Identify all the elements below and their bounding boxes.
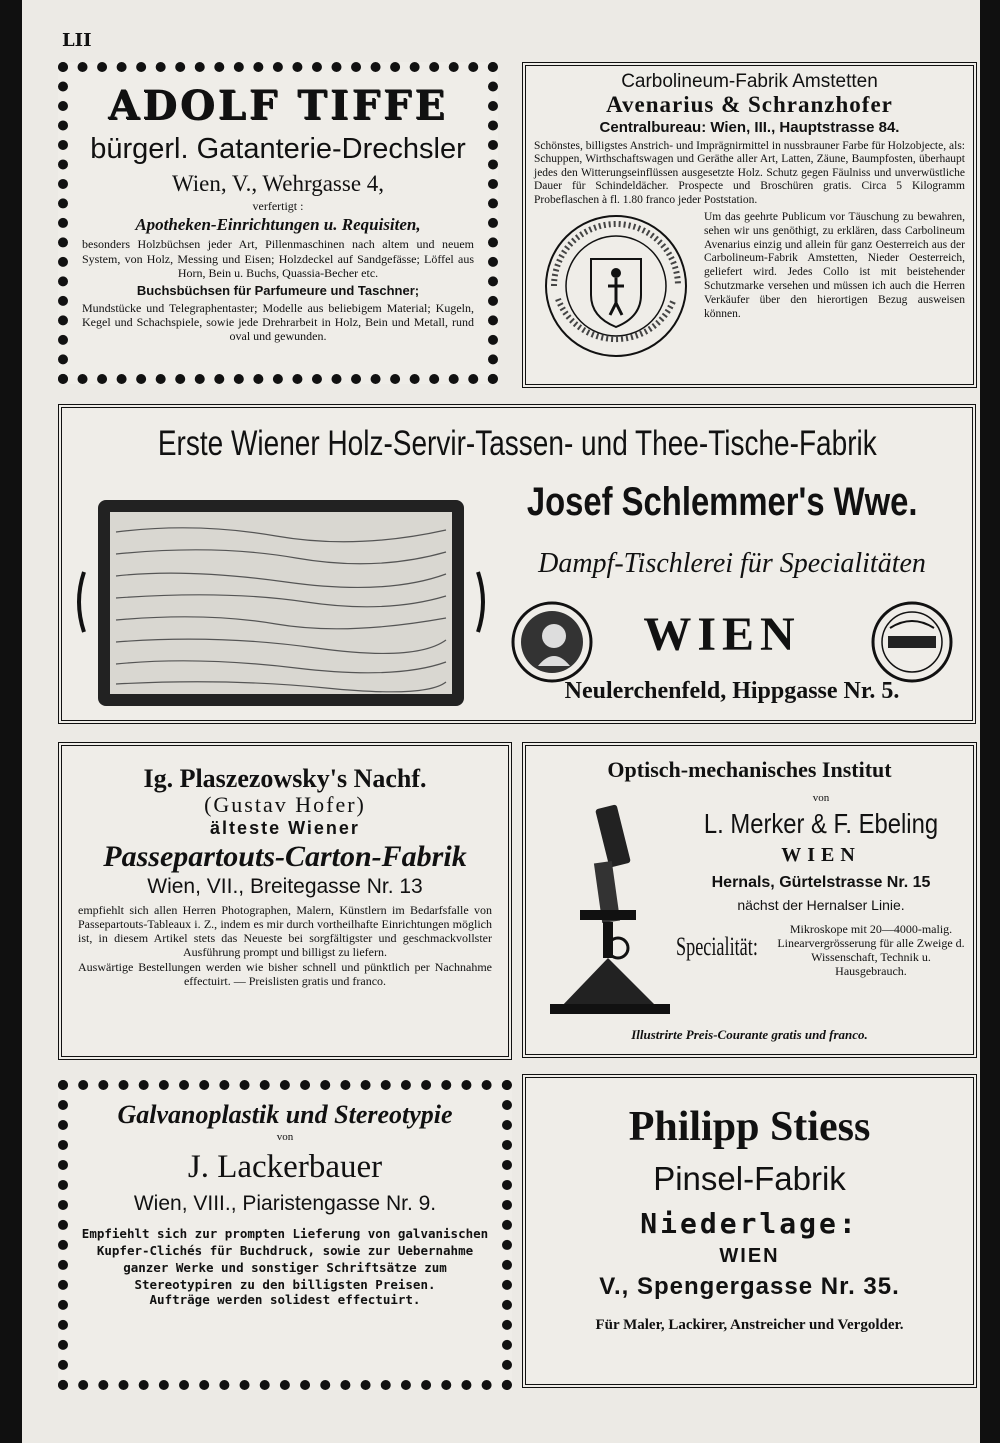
ad1-address: Wien, V., Wehrgasse 4, xyxy=(171,171,385,197)
serving-tray-icon xyxy=(76,492,486,717)
ad1-name: ADOLF TIFFE xyxy=(108,82,448,129)
ad3-firm: Josef Schlemmer's Wwe. xyxy=(526,480,918,524)
page-number: LII xyxy=(62,30,92,51)
ad5-specialty-label: Specialität: xyxy=(676,932,758,961)
ad2-office: Centralbureau: Wien, III., Hauptstrasse 84. xyxy=(599,119,900,137)
ad4-firm: Ig. Plaszezowsky's Nachf. xyxy=(143,764,427,793)
ad5-title: Optisch-mechanisches Institut xyxy=(607,757,892,782)
ad1-headline: Apotheken-Einrichtungen u. Requisiten, xyxy=(135,215,421,235)
ad1-subhead: Buchsbüchsen für Parfumeure und Taschner; xyxy=(136,282,420,298)
ad6-address: Wien, VIII., Piaristengasse Nr. 9. xyxy=(133,1192,437,1216)
ad6-firm: J. Lackerbauer xyxy=(187,1149,383,1186)
ad5-address: Hernals, Gürtelstrasse Nr. 15 xyxy=(711,874,931,891)
ad3-city: WIEN xyxy=(643,608,801,661)
ad2-title: Carbolineum-Fabrik Amstetten xyxy=(621,71,878,92)
ad7-trade: Pinsel-Fabrik xyxy=(653,1160,846,1198)
ad7-address: V., Spengergasse Nr. 35. xyxy=(599,1272,900,1300)
ad4-address: Wien, VII., Breitegasse Nr. 13 xyxy=(147,875,423,899)
ad4-body: empfiehlt sich allen Herren Photographen, Malern, Künstlern im Bedarfsfalle von Passepartouts-Tableaux i. Z., indem es mir durch vortheilhafte Einrichtungen möglich ist, in diesem Artikel stets das Neueste bei sorgfältigster und geschmackvollster Ausführung prompt und billigst zu liefern. xyxy=(78,903,492,960)
carbolineum-seal-icon xyxy=(534,211,702,361)
ad-stiess xyxy=(522,1074,977,1388)
ad4-body2: Auswärtige Bestellungen werden wie bisher schnell und pünktlich per Nachnahme effectuirt. — Preislisten gratis und franco. xyxy=(78,959,492,988)
ad5-footer: Illustrirte Preis-Courante gratis und franco. xyxy=(631,1027,868,1042)
ad5-von: von xyxy=(812,792,830,804)
ad4-oldest: älteste Wiener xyxy=(210,817,360,838)
ad-merker-ebeling xyxy=(522,742,977,1058)
ad7-city: WIEN xyxy=(719,1245,780,1268)
ad1-verb: verfertigt : xyxy=(252,199,304,214)
ad1-trade: bürgerl. Gatanterie-Drechsler xyxy=(90,132,466,165)
ad2-firm: Avenarius & Schranzhofer xyxy=(606,92,893,118)
ad6-von: von xyxy=(276,1131,294,1144)
ad1-body: besonders Holzbüchsen jeder Art, Pillenmaschinen nach altem und neuem System, von Holz, Messing und Eisen; Holzdeckel auf Sandgefässe; Löffel aus Horn, Bein u. Buchs, Quassia-Becher etc. xyxy=(82,237,474,280)
exhibition-medal-icon xyxy=(870,600,954,684)
ad7-firm: Philipp Stiess xyxy=(628,1104,871,1150)
ad-lackerbauer xyxy=(58,1080,512,1390)
ad3-headline: Erste Wiener Holz-Servir-Tassen- und Thee-Tische-Fabrik xyxy=(157,424,877,463)
ad5-near: nächst der Hernalser Linie. xyxy=(737,897,905,913)
ad1-body2: Mundstücke und Telegraphentaster; Modelle aus beliebigem Material; Kugeln, Kegel und Schachspiele, sowie jede Drehrarbeit in Holz, Bein und Metall, rund oval und gewunden. xyxy=(82,300,474,343)
ad4-owner: (Gustav Hofer) xyxy=(204,792,366,818)
ad2-body: Schönstes, billigstes Anstrich- und Imprägnirmittel in nussbrauner Farbe für Holzobjecte, als: Schuppen, Wirthschaftswagen und Geräthe aller Art, Latten, Zäune, Baumpfosten, überhaupt jedes den Witterungseinflüssen ausgesetzte Holz. Schutz gegen Fäulniss und unverwüstliche Dauer für Schindeldächer. Prospecte und Broschüren gratis. Circa 5 Kilogramm Probeflaschen à fl. 1.80 franco jeder Poststation. xyxy=(534,139,965,206)
ad-adolf-tiffe xyxy=(58,62,498,384)
ad5-specialty: Mikroskope mit 20—4000-malig. Linearvergrösserung für alle Zweige d. Wissenschaft, Technik u. Hausgebrauch. xyxy=(777,922,965,979)
portrait-medal-icon xyxy=(510,600,594,684)
ad4-trade: Passepartouts-Carton-Fabrik xyxy=(103,839,467,873)
ad7-depot: Niederlage: xyxy=(640,1206,859,1240)
microscope-icon xyxy=(540,798,680,1018)
ad3-address: Neulerchenfeld, Hippgasse Nr. 5. xyxy=(564,678,900,704)
ad6-title: Galvanoplastik und Stereotypie xyxy=(117,1100,453,1129)
ad6-body2: Aufträge werden solidest effectuirt. xyxy=(149,1292,421,1308)
ad3-trade: Dampf-Tischlerei für Specialitäten xyxy=(538,548,926,579)
ad5-city: WIEN xyxy=(781,844,861,866)
ad6-body: Empfiehlt sich zur prompten Lieferung von galvanischen Kupfer-Clichés für Buchdruck, sowie zur Uebernahme ganzer Werke und sonstiger Schriftsätze zum Stereotypiren zu den billigsten Preisen. xyxy=(81,1225,489,1292)
ad-carbolineum xyxy=(522,62,977,388)
ad5-firm: L. Merker & F. Ebeling xyxy=(703,808,939,839)
page xyxy=(22,0,980,1443)
ad7-footer: Für Maler, Lackirer, Anstreicher und Vergolder. xyxy=(595,1316,904,1333)
ad-plaszezowsky xyxy=(58,742,512,1060)
ad-schlemmer xyxy=(58,404,976,724)
ad2-body2: Um das geehrte Publicum vor Täuschung zu bewahren, sehen wir uns genöthigt, zu erklären, dass Carbolineum Avenarius einzig und allein für ganz Oesterreich aus der Carbolineum-Fabrik Amstetten, Nieder Oesterreich, geliefert wird. Jedes Collo ist mit beistehender Schutzmarke versehen und müssen ich auch die Herren Verkäufer über den hierortigen Bezug ausweisen können. xyxy=(704,211,965,320)
